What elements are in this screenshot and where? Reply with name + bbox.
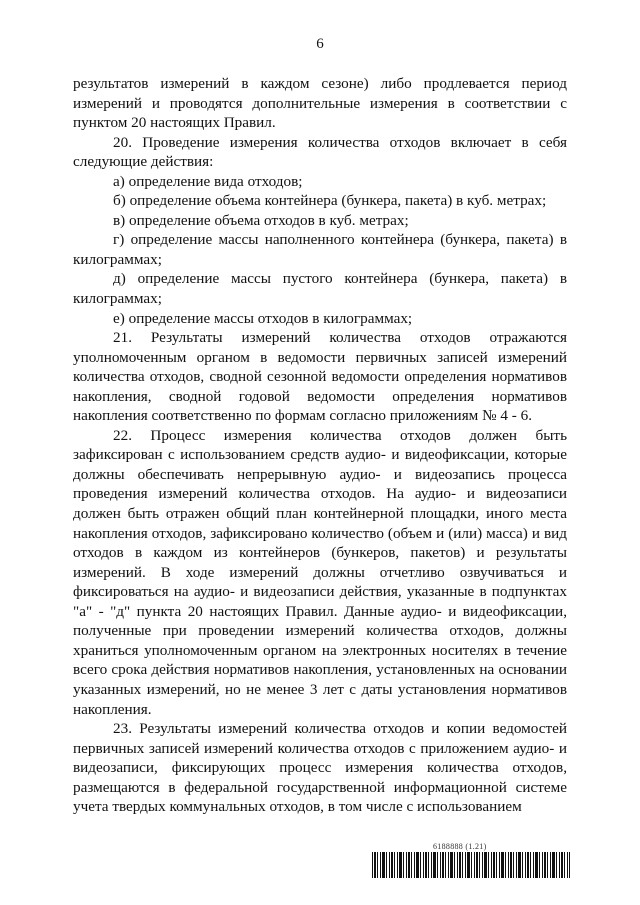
paragraph-22: 22. Процесс измерения количества отходов должен быть зафиксирован с использованием средств аудио- и видеофиксации, которые должны обеспечивать непрерывную аудио- и видеозапись процесса проведения измерений количества отходов. На аудио- и видеозаписи должен быть отражен общий план контейнерной площадки, иного места накопления отходов, зафиксировано количество (объем и (или) масса) и вид отходов в каждом из контейнеров (бункеров, пакетов) и результаты измерений. В ходе измерений должны отчетливо озвучиваться и фиксироваться на аудио- и видеозаписи действия, указанные в подпунктах "а" - "д" пункта 20 настоящих Правил. Данные аудио- и видеофиксации, полученные при проведении измерений количества отходов, должны храниться уполномоченным органом на электронных носителях в течение всего срока действия нормативов накопления, установленных на основании указанных измерений, но не менее 3 лет с даты установления нормативов накопления. [73,426,567,718]
paragraph-21: 21. Результаты измерений количества отходов отражаются уполномоченным органом в ведомости первичных записей измерений количества отходов, сводной сезонной ведомости определения нормативов накопления, сводной годовой ведомости определения нормативов накопления соответственно по формам согласно приложениям № 4 - 6. [73,329,567,425]
list-item-e: е) определение массы отходов в килограммах; [113,309,413,327]
list-item-b: б) определение объема контейнера (бункера, пакета) в куб. метрах; [113,192,547,210]
barcode-icon [372,852,570,878]
paragraph-23: 23. Результаты измерений количества отходов и копии ведомостей первичных записей измерений количества отходов с приложением аудио- и видеозаписи, фиксирующих процесс измерения количества отходов, размещаются в федеральной государственной информационной системе учета твердых коммунальных отходов, в том числе с использованием [73,720,567,816]
document-code: 6188888 (1.21) [433,842,487,851]
document-body [73,74,567,817]
page-number: 6 [316,36,324,52]
list-item-a: а) определение вида отходов; [113,172,303,190]
paragraph-continuation: результатов измерений в каждом сезоне) либо продлевается период измерений и проводятся дополнительные измерения в соответствии с пунктом 20 настоящих Правил. [73,75,567,132]
paragraph-20: 20. Проведение измерения количества отходов включает в себя следующие действия: [73,133,567,171]
list-item-d: д) определение массы пустого контейнера (бункера, пакета) в килограммах; [73,270,567,308]
list-item-g: г) определение массы наполненного контейнера (бункера, пакета) в килограммах; [73,231,567,268]
list-item-v: в) определение объема отходов в куб. метрах; [113,211,409,229]
